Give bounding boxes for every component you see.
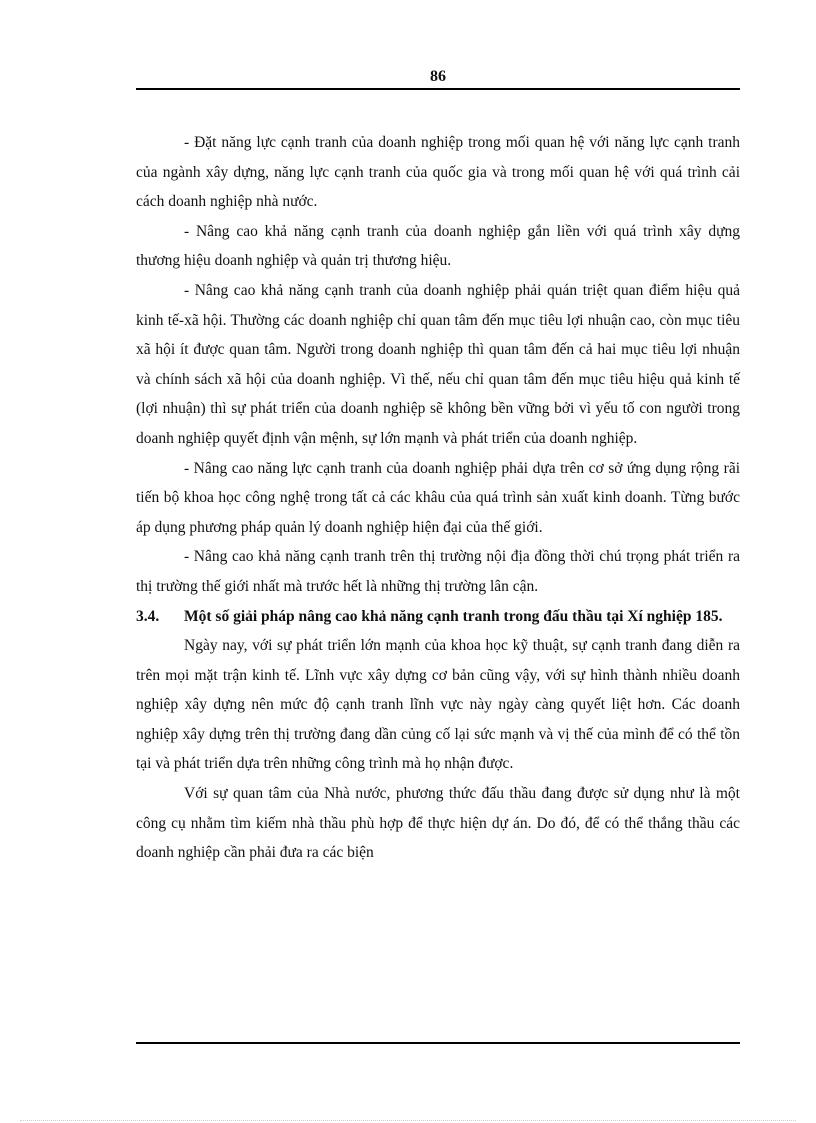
paragraph: - Nâng cao năng lực cạnh tranh của doanh nghiệp phải dựa trên cơ sở ứng dụng rộng rãi tiến bộ khoa học công nghệ trong tất cả các khâu của quá trình sản xuất kinh doanh. Từng bước áp dụng phương pháp quản lý doanh nghiệp hiện đại của thế giới. — [136, 459, 740, 536]
paragraph: Ngày nay, với sự phát triển lớn mạnh của khoa học kỹ thuật, sự cạnh tranh đang diễn ra trên mọi mặt trận kinh tế. Lĩnh vực xây dựng cơ bản cũng vậy, với sự hình thành nhiều doanh nghiệp xây dựng nên mức độ cạnh tranh lĩnh vực này ngày càng quyết liệt hơn. Các doanh nghiệp xây dựng trên thị trường đang dần củng cố lại sức mạnh và vị thế của mình để có thể tồn tại và phát triển dựa trên những công trình mà họ nhận được. — [136, 637, 740, 773]
section-heading — [136, 602, 740, 632]
paragraph: - Nâng cao khả năng cạnh tranh của doanh nghiệp phải quán triệt quan điểm hiệu quả kinh tế-xã hội. Thường các doanh nghiệp chỉ quan tâm đến mục tiêu lợi nhuận cao, còn mục tiêu xã hội ít được quan tâm. Người trong doanh nghiệp thì quan tâm đến cả hai mục tiêu lợi nhuận và chính sách xã hội của doanh nghiệp. Vì thế, nếu chỉ quan tâm đến mục tiêu hiệu quả kinh tế (lợi nhuận) thì sự phát triển của doanh nghiệp sẽ không bền vững bởi vì yếu tố con người trong doanh nghiệp quyết định vận mệnh, sự lớn mạnh và phát triển của doanh nghiệp. — [136, 281, 740, 447]
page-number: 86 — [430, 68, 446, 85]
section-number: 3.4. — [136, 607, 160, 625]
section-title: Một số giải pháp nâng cao khả năng cạnh tranh trong đấu thầu tại Xí nghiệp 185. — [184, 607, 723, 625]
page-edge-dotted-line — [20, 1120, 796, 1121]
body-text — [136, 128, 740, 868]
paragraph: Với sự quan tâm của Nhà nước, phương thức đấu thầu đang được sử dụng như là một công cụ nhằm tìm kiếm nhà thầu phù hợp để thực hiện dự án. Do đó, để có thể thắng thầu các doanh nghiệp cần phải đưa ra các biện — [136, 785, 740, 862]
paragraph: - Đặt năng lực cạnh tranh của doanh nghiệp trong mối quan hệ với năng lực cạnh tranh của ngành xây dựng, năng lực cạnh tranh của quốc gia và trong mối quan hệ với quá trình cải cách doanh nghiệp nhà nước. — [136, 134, 740, 211]
paragraph: - Nâng cao khả năng cạnh tranh của doanh nghiệp gắn liền với quá trình xây dựng thương hiệu doanh nghiệp và quản trị thương hiệu. — [136, 222, 740, 270]
footer-rule — [136, 1042, 740, 1044]
paragraph: - Nâng cao khả năng cạnh tranh trên thị trường nội địa đồng thời chú trọng phát triển ra thị trường thế giới nhất mà trước hết là những thị trường lân cận. — [136, 548, 740, 595]
header-rule — [136, 88, 740, 90]
